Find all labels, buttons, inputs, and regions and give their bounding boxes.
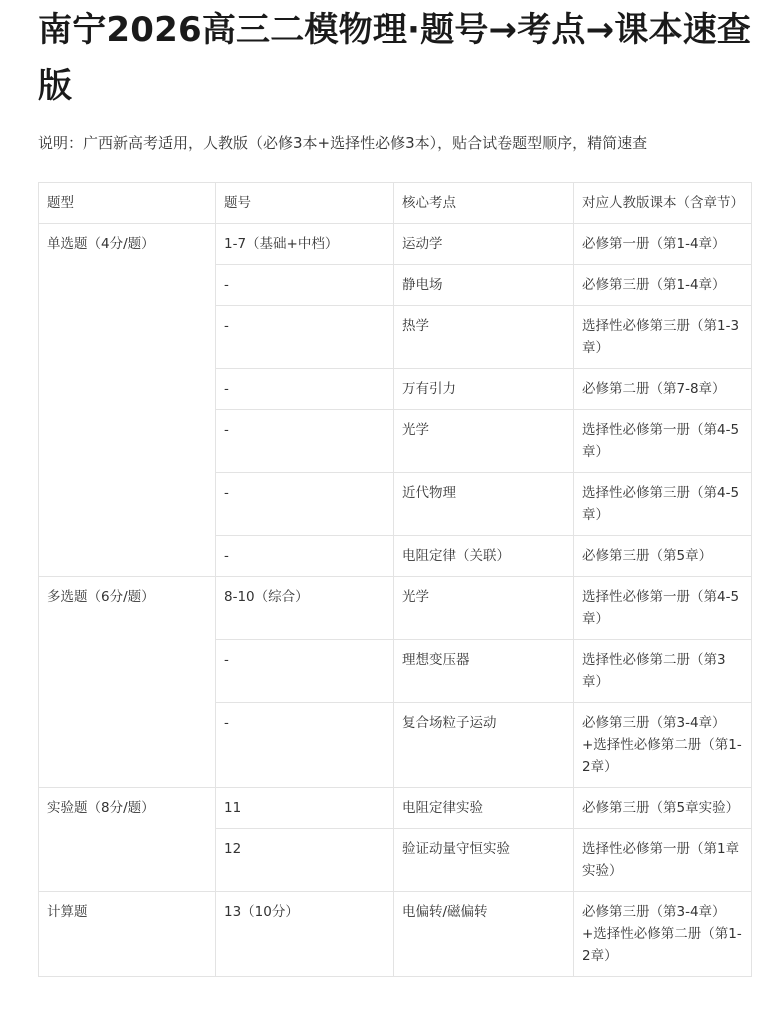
question-number-cell: - — [216, 703, 394, 788]
question-number-cell: - — [216, 369, 394, 410]
question-type-cell: 单选题（4分/题） — [39, 224, 216, 577]
question-number-cell: 8-10（综合） — [216, 577, 394, 640]
textbook-cell: 选择性必修第一册（第4-5章） — [574, 577, 752, 640]
core-topic-cell: 复合场粒子运动 — [394, 703, 574, 788]
question-type-cell: 多选题（6分/题） — [39, 577, 216, 788]
question-type-cell: 计算题 — [39, 892, 216, 977]
core-topic-cell: 电阻定律（关联） — [394, 536, 574, 577]
textbook-cell: 必修第三册（第5章） — [574, 536, 752, 577]
header-textbook-chapter: 对应人教版课本（含章节） — [574, 183, 752, 224]
question-number-cell: 11 — [216, 788, 394, 829]
question-number-cell: 1-7（基础+中档） — [216, 224, 394, 265]
textbook-cell: 必修第一册（第1-4章） — [574, 224, 752, 265]
core-topic-cell: 验证动量守恒实验 — [394, 829, 574, 892]
question-number-cell: - — [216, 410, 394, 473]
core-topic-cell: 电阻定律实验 — [394, 788, 574, 829]
core-topic-cell: 万有引力 — [394, 369, 574, 410]
question-number-cell: - — [216, 306, 394, 369]
header-question-type: 题型 — [39, 183, 216, 224]
question-number-cell: 13（10分） — [216, 892, 394, 977]
header-question-number: 题号 — [216, 183, 394, 224]
core-topic-cell: 运动学 — [394, 224, 574, 265]
textbook-cell: 必修第三册（第1-4章） — [574, 265, 752, 306]
core-topic-cell: 近代物理 — [394, 473, 574, 536]
core-topic-cell: 理想变压器 — [394, 640, 574, 703]
question-number-cell: 12 — [216, 829, 394, 892]
textbook-cell: 选择性必修第一册（第1章实验） — [574, 829, 752, 892]
textbook-cell: 选择性必修第三册（第4-5章） — [574, 473, 752, 536]
lookup-table — [38, 182, 752, 977]
page-description: 说明：广西新高考适用，人教版（必修3本+选择性必修3本），贴合试卷题型顺序，精简速查 — [38, 134, 648, 152]
table-body — [39, 224, 752, 977]
question-number-cell: - — [216, 265, 394, 306]
textbook-cell: 必修第三册（第3-4章）+选择性必修第二册（第1-2章） — [574, 892, 752, 977]
textbook-cell: 选择性必修第三册（第1-3章） — [574, 306, 752, 369]
core-topic-cell: 光学 — [394, 410, 574, 473]
core-topic-cell: 热学 — [394, 306, 574, 369]
table-row — [39, 224, 752, 265]
textbook-cell: 必修第三册（第5章实验） — [574, 788, 752, 829]
textbook-cell: 必修第二册（第7-8章） — [574, 369, 752, 410]
textbook-cell: 必修第三册（第3-4章）+选择性必修第二册（第1-2章） — [574, 703, 752, 788]
core-topic-cell: 电偏转/磁偏转 — [394, 892, 574, 977]
core-topic-cell: 光学 — [394, 577, 574, 640]
table-row — [39, 577, 752, 640]
question-number-cell: - — [216, 473, 394, 536]
textbook-cell: 选择性必修第二册（第3章） — [574, 640, 752, 703]
question-number-cell: - — [216, 536, 394, 577]
textbook-cell: 选择性必修第一册（第4-5章） — [574, 410, 752, 473]
table-row — [39, 788, 752, 829]
header-core-topic: 核心考点 — [394, 183, 574, 224]
question-number-cell: - — [216, 640, 394, 703]
page-title: 南宁2026高三二模物理·题号→考点→课本速查版 — [38, 10, 752, 106]
table-row — [39, 892, 752, 977]
table-header-row — [39, 183, 752, 224]
question-type-cell: 实验题（8分/题） — [39, 788, 216, 892]
core-topic-cell: 静电场 — [394, 265, 574, 306]
table-header — [39, 183, 752, 224]
